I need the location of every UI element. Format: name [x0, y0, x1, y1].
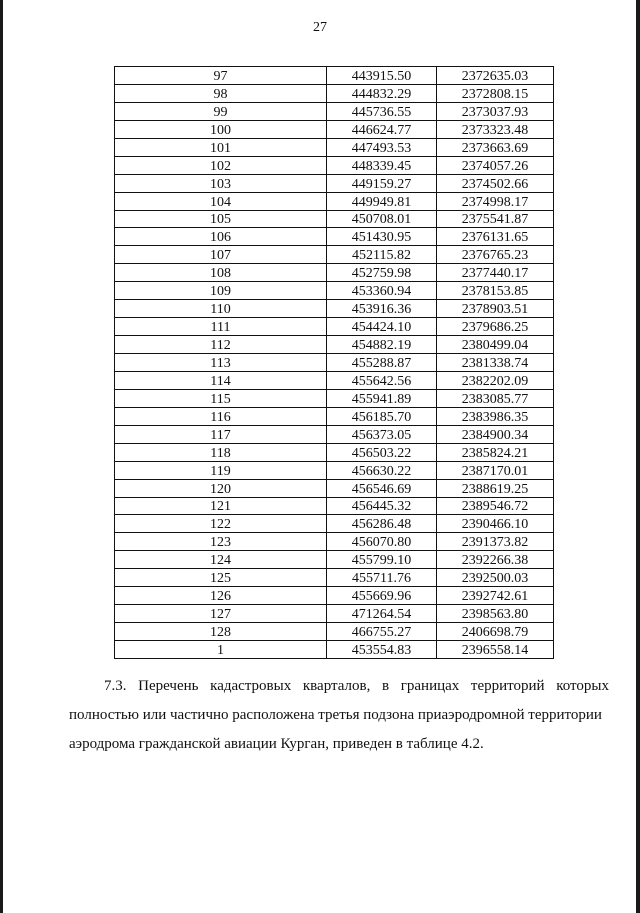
y-coordinate-cell: 2384900.34 — [437, 425, 554, 443]
x-coordinate-cell: 455669.96 — [327, 587, 437, 605]
x-coordinate-cell: 451430.95 — [327, 228, 437, 246]
x-coordinate-cell: 449949.81 — [327, 192, 437, 210]
y-coordinate-cell: 2396558.14 — [437, 641, 554, 659]
table-row — [115, 425, 554, 443]
x-coordinate-cell: 448339.45 — [327, 156, 437, 174]
table-row — [115, 389, 554, 407]
y-coordinate-cell: 2373323.48 — [437, 120, 554, 138]
point-number-cell: 115 — [115, 389, 327, 407]
point-number-cell: 118 — [115, 443, 327, 461]
y-coordinate-cell: 2372808.15 — [437, 84, 554, 102]
y-coordinate-cell: 2377440.17 — [437, 264, 554, 282]
y-coordinate-cell: 2374502.66 — [437, 174, 554, 192]
x-coordinate-cell: 453554.83 — [327, 641, 437, 659]
table-row — [115, 228, 554, 246]
table-row — [115, 246, 554, 264]
table-row — [115, 371, 554, 389]
y-coordinate-cell: 2391373.82 — [437, 533, 554, 551]
x-coordinate-cell: 443915.50 — [327, 67, 437, 85]
point-number-cell: 117 — [115, 425, 327, 443]
y-coordinate-cell: 2406698.79 — [437, 623, 554, 641]
table-row — [115, 443, 554, 461]
point-number-cell: 109 — [115, 282, 327, 300]
point-number-cell: 114 — [115, 371, 327, 389]
y-coordinate-cell: 2392266.38 — [437, 551, 554, 569]
y-coordinate-cell: 2374057.26 — [437, 156, 554, 174]
table-row — [115, 605, 554, 623]
table-row — [115, 282, 554, 300]
x-coordinate-cell: 471264.54 — [327, 605, 437, 623]
x-coordinate-cell: 447493.53 — [327, 138, 437, 156]
point-number-cell: 110 — [115, 300, 327, 318]
y-coordinate-cell: 2372635.03 — [437, 67, 554, 85]
x-coordinate-cell: 456185.70 — [327, 407, 437, 425]
y-coordinate-cell: 2398563.80 — [437, 605, 554, 623]
point-number-cell: 126 — [115, 587, 327, 605]
x-coordinate-cell: 446624.77 — [327, 120, 437, 138]
point-number-cell: 127 — [115, 605, 327, 623]
y-coordinate-cell: 2374998.17 — [437, 192, 554, 210]
table-row — [115, 533, 554, 551]
x-coordinate-cell: 452115.82 — [327, 246, 437, 264]
point-number-cell: 120 — [115, 479, 327, 497]
y-coordinate-cell: 2383085.77 — [437, 389, 554, 407]
y-coordinate-cell: 2392742.61 — [437, 587, 554, 605]
x-coordinate-cell: 456070.80 — [327, 533, 437, 551]
point-number-cell: 113 — [115, 354, 327, 372]
point-number-cell: 123 — [115, 533, 327, 551]
y-coordinate-cell: 2373037.93 — [437, 102, 554, 120]
table-row — [115, 102, 554, 120]
x-coordinate-cell: 454424.10 — [327, 318, 437, 336]
x-coordinate-cell: 456503.22 — [327, 443, 437, 461]
y-coordinate-cell: 2385824.21 — [437, 443, 554, 461]
table-row — [115, 156, 554, 174]
y-coordinate-cell: 2383986.35 — [437, 407, 554, 425]
x-coordinate-cell: 456286.48 — [327, 515, 437, 533]
point-number-cell: 111 — [115, 318, 327, 336]
paragraph-line-2: полностью или частично расположена третья подзона приаэродромной территории — [69, 707, 602, 723]
table-row — [115, 461, 554, 479]
table-row — [115, 551, 554, 569]
point-number-cell: 106 — [115, 228, 327, 246]
y-coordinate-cell: 2376131.65 — [437, 228, 554, 246]
x-coordinate-cell: 452759.98 — [327, 264, 437, 282]
point-number-cell: 102 — [115, 156, 327, 174]
x-coordinate-cell: 466755.27 — [327, 623, 437, 641]
table-row — [115, 641, 554, 659]
point-number-cell: 125 — [115, 569, 327, 587]
y-coordinate-cell: 2382202.09 — [437, 371, 554, 389]
page-border-right — [636, 0, 640, 913]
point-number-cell: 97 — [115, 67, 327, 85]
point-number-cell: 108 — [115, 264, 327, 282]
y-coordinate-cell: 2376765.23 — [437, 246, 554, 264]
point-number-cell: 100 — [115, 120, 327, 138]
point-number-cell: 101 — [115, 138, 327, 156]
point-number-cell: 104 — [115, 192, 327, 210]
paragraph-line-1: 7.3. Перечень кадастровых кварталов, в границах территорий которых — [104, 678, 609, 694]
table-row — [115, 336, 554, 354]
table-row — [115, 192, 554, 210]
x-coordinate-cell: 455799.10 — [327, 551, 437, 569]
x-coordinate-cell: 450708.01 — [327, 210, 437, 228]
x-coordinate-cell: 444832.29 — [327, 84, 437, 102]
y-coordinate-cell: 2380499.04 — [437, 336, 554, 354]
y-coordinate-cell: 2387170.01 — [437, 461, 554, 479]
table-row — [115, 515, 554, 533]
paragraph-line-3: аэродрома гражданской авиации Курган, приведен в таблице 4.2. — [69, 736, 484, 752]
table-row — [115, 300, 554, 318]
page-number: 27 — [313, 20, 327, 35]
table-row — [115, 318, 554, 336]
x-coordinate-cell: 445736.55 — [327, 102, 437, 120]
point-number-cell: 121 — [115, 497, 327, 515]
coordinates-table — [114, 66, 554, 659]
x-coordinate-cell: 453360.94 — [327, 282, 437, 300]
x-coordinate-cell: 456373.05 — [327, 425, 437, 443]
point-number-cell: 98 — [115, 84, 327, 102]
y-coordinate-cell: 2373663.69 — [437, 138, 554, 156]
point-number-cell: 128 — [115, 623, 327, 641]
table-row — [115, 623, 554, 641]
table-row — [115, 569, 554, 587]
x-coordinate-cell: 455642.56 — [327, 371, 437, 389]
page-border-left — [0, 0, 3, 913]
point-number-cell: 124 — [115, 551, 327, 569]
point-number-cell: 112 — [115, 336, 327, 354]
x-coordinate-cell: 454882.19 — [327, 336, 437, 354]
table-row — [115, 407, 554, 425]
y-coordinate-cell: 2390466.10 — [437, 515, 554, 533]
table-row — [115, 264, 554, 282]
x-coordinate-cell: 455288.87 — [327, 354, 437, 372]
point-number-cell: 1 — [115, 641, 327, 659]
point-number-cell: 99 — [115, 102, 327, 120]
point-number-cell: 103 — [115, 174, 327, 192]
y-coordinate-cell: 2392500.03 — [437, 569, 554, 587]
point-number-cell: 107 — [115, 246, 327, 264]
point-number-cell: 116 — [115, 407, 327, 425]
table-row — [115, 354, 554, 372]
coordinates-table-body — [115, 67, 554, 659]
point-number-cell: 105 — [115, 210, 327, 228]
x-coordinate-cell: 456630.22 — [327, 461, 437, 479]
table-row — [115, 479, 554, 497]
y-coordinate-cell: 2378903.51 — [437, 300, 554, 318]
y-coordinate-cell: 2388619.25 — [437, 479, 554, 497]
x-coordinate-cell: 455711.76 — [327, 569, 437, 587]
x-coordinate-cell: 456546.69 — [327, 479, 437, 497]
point-number-cell: 122 — [115, 515, 327, 533]
y-coordinate-cell: 2389546.72 — [437, 497, 554, 515]
section-paragraph — [69, 672, 609, 759]
table-row — [115, 210, 554, 228]
table-row — [115, 84, 554, 102]
point-number-cell: 119 — [115, 461, 327, 479]
table-row — [115, 497, 554, 515]
x-coordinate-cell: 455941.89 — [327, 389, 437, 407]
y-coordinate-cell: 2379686.25 — [437, 318, 554, 336]
table-row — [115, 138, 554, 156]
table-row — [115, 120, 554, 138]
x-coordinate-cell: 456445.32 — [327, 497, 437, 515]
table-row — [115, 174, 554, 192]
x-coordinate-cell: 449159.27 — [327, 174, 437, 192]
x-coordinate-cell: 453916.36 — [327, 300, 437, 318]
y-coordinate-cell: 2378153.85 — [437, 282, 554, 300]
table-row — [115, 587, 554, 605]
y-coordinate-cell: 2375541.87 — [437, 210, 554, 228]
y-coordinate-cell: 2381338.74 — [437, 354, 554, 372]
table-row — [115, 67, 554, 85]
